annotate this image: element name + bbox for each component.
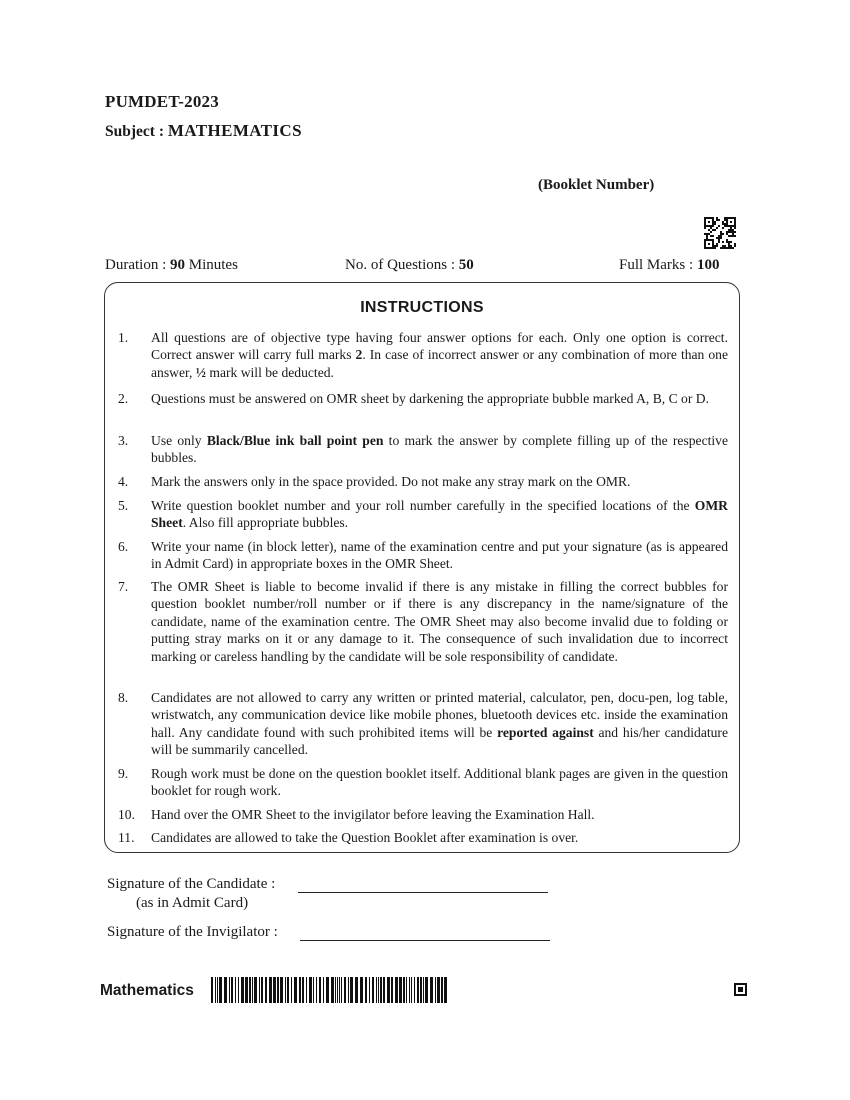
- instruction-emphasis: OMR Sheet: [151, 498, 728, 531]
- instruction-text-part: The OMR Sheet is liable to become invalid if there is any mistake in filling the correct bubbles for question booklet number/roll number or if there is any discrepancy in the name/signature of the candidate, name of the examination centre. The OMR Sheet may also become invalid due to folding or putting stray marks on it or any damage to it. The consequence of such invalidation due to incorrect marking or careless handling by the candidate will be sole responsibility of candidate.: [151, 579, 728, 664]
- instruction-text: [151, 329, 728, 381]
- instruction-emphasis: reported against: [497, 724, 594, 740]
- instruction-text: [151, 538, 728, 573]
- instruction-number: 8.: [118, 690, 129, 705]
- invigilator-signature-line: [300, 940, 550, 941]
- duration-label: Duration :: [105, 257, 167, 273]
- footer-subject: Mathematics: [100, 982, 194, 999]
- instruction-text-part: All questions are of objective type having four answer options for each. Only one option is correct. Correct answer will carry full marks: [151, 330, 728, 363]
- subject-value: MATHEMATICS: [167, 121, 302, 140]
- exam-code: PUMDET-2023: [105, 92, 219, 111]
- marks-value: 100: [696, 257, 720, 273]
- instruction-number: 5.: [118, 498, 129, 513]
- instruction-number: 2.: [118, 391, 129, 406]
- instruction-emphasis: 2: [355, 347, 363, 363]
- instruction-number: 1.: [118, 330, 129, 345]
- subject-line: [105, 121, 302, 141]
- questions-label: No. of Questions :: [345, 257, 455, 273]
- instruction-text: [151, 578, 728, 665]
- instruction-text: [151, 765, 728, 800]
- instruction-text-part: Mark the answers only in the space provided. Do not make any stray mark on the OMR.: [151, 474, 631, 489]
- instruction-item: [118, 329, 728, 381]
- instruction-item: [118, 578, 728, 665]
- instruction-item: [118, 473, 728, 490]
- instruction-item: [118, 497, 728, 532]
- instruction-text: [151, 829, 728, 846]
- invigilator-signature-label: Signature of the Invigilator :: [107, 924, 278, 940]
- instruction-text-part: Candidates are allowed to take the Question Booklet after examination is over.: [151, 830, 579, 845]
- questions-value: 50: [458, 257, 474, 273]
- candidate-signature-note: (as in Admit Card): [136, 895, 249, 911]
- instruction-number: 9.: [118, 766, 129, 781]
- instruction-number: 6.: [118, 539, 129, 554]
- instruction-item: [118, 432, 728, 467]
- instruction-emphasis: ½: [195, 364, 206, 380]
- instruction-item: [118, 829, 728, 846]
- instruction-number: 4.: [118, 474, 129, 489]
- instruction-item: [118, 538, 728, 573]
- question-count: [345, 257, 474, 274]
- instruction-text: [151, 806, 728, 823]
- instruction-text: [151, 689, 728, 759]
- instruction-text-part: Candidates are not allowed to carry any written or printed material, calculator, pen, docu-pen, log table, wristwatch, any communication device like mobile phones, bluetooth devices etc. inside the examination hall. Any candidate found with such prohibited items will be: [151, 690, 728, 740]
- full-marks: [619, 257, 719, 274]
- duration: [105, 257, 238, 274]
- booklet-number-label: (Booklet Number): [538, 177, 655, 193]
- barcode: [211, 977, 447, 1003]
- instruction-text-part: Write question booklet number and your roll number carefully in the specified locations of the: [151, 498, 695, 513]
- instruction-item: [118, 689, 728, 759]
- candidate-signature-line: [298, 892, 548, 893]
- duration-value: 90: [170, 257, 185, 273]
- instruction-text: [151, 390, 728, 407]
- instruction-text-part: mark will be deducted.: [205, 364, 334, 380]
- instruction-number: 11.: [118, 830, 135, 845]
- instruction-number: 3.: [118, 433, 129, 448]
- instruction-text-part: Questions must be answered on OMR sheet by darkening the appropriate bubble marked A, B, C or D.: [151, 391, 709, 406]
- instruction-number: 7.: [118, 579, 129, 594]
- candidate-signature-label: Signature of the Candidate :: [107, 876, 276, 892]
- duration-unit: Minutes: [188, 257, 238, 273]
- instruction-text-part: and his/her candidature will be summarily cancelled.: [151, 724, 728, 758]
- instruction-text-part: Write your name (in block letter), name of the examination centre and put your signature (as is appeared in Admit Card) in appropriate boxes in the OMR Sheet.: [151, 539, 728, 572]
- instruction-text: [151, 473, 728, 490]
- instruction-text-part: Hand over the OMR Sheet to the invigilator before leaving the Examination Hall.: [151, 807, 595, 822]
- qr-code: [704, 217, 736, 249]
- instruction-item: [118, 390, 728, 407]
- instructions-title: INSTRUCTIONS: [360, 299, 484, 316]
- subject-label: Subject :: [105, 123, 164, 140]
- instruction-text: [151, 432, 728, 467]
- instruction-item: [118, 806, 728, 823]
- instruction-text-part: . Also fill appropriate bubbles.: [182, 515, 349, 531]
- instruction-text-part: to mark the answer by complete filling up of the respective bubbles.: [151, 433, 729, 466]
- marks-label: Full Marks :: [619, 257, 694, 273]
- instruction-number: 10.: [118, 807, 135, 822]
- corner-registration-mark: [734, 983, 747, 996]
- instruction-text-part: Use only: [151, 433, 207, 448]
- instruction-text: [151, 497, 728, 532]
- instruction-emphasis: Black/Blue ink ball point pen: [206, 433, 384, 448]
- instruction-text-part: Rough work must be done on the question booklet itself. Additional blank pages are given in the question booklet for rough work.: [151, 766, 728, 799]
- instruction-text-part: . In case of incorrect answer or any combination of more than one answer,: [151, 347, 728, 380]
- instruction-item: [118, 765, 728, 800]
